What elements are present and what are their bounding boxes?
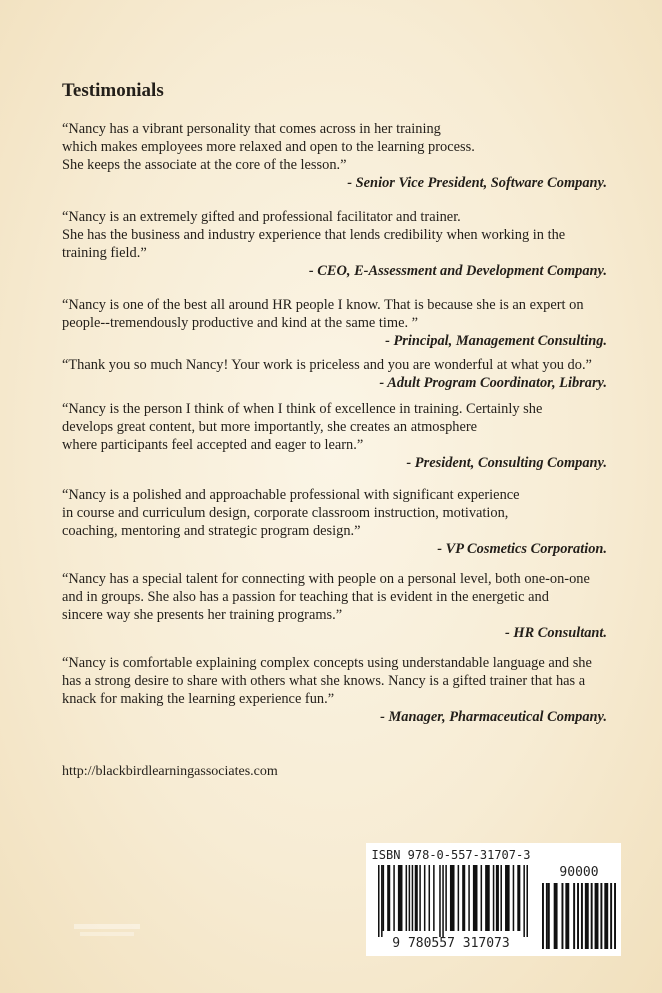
testimonial-author: - CEO, E-Assessment and Development Company. <box>308 263 607 279</box>
barcode-bar <box>429 865 431 931</box>
testimonial-quote-line: where participants feel accepted and eager to learn.” <box>62 437 364 453</box>
barcode-bar <box>573 883 575 949</box>
barcode-bar <box>445 865 447 931</box>
barcode-bar <box>505 865 510 931</box>
testimonial <box>62 654 607 726</box>
testimonial-quote-line: “Nancy has a vibrant personality that comes across in her training <box>62 121 441 137</box>
testimonial <box>62 570 607 642</box>
barcode-bar <box>439 865 441 937</box>
barcode-bar <box>581 883 583 949</box>
testimonial-author: - President, Consulting Company. <box>406 455 607 471</box>
testimonial-quote-line: people--tremendously productive and kind at the same time. ” <box>62 315 419 331</box>
testimonial-quote-line: and in groups. She also has a passion for teaching that is evident in the energetic and <box>62 589 549 605</box>
barcode-bar <box>406 865 408 931</box>
testimonial-author: - Principal, Management Consulting. <box>385 333 607 349</box>
testimonial-author: - Manager, Pharmaceutical Company. <box>380 709 607 725</box>
testimonial-author: - Adult Program Coordinator, Library. <box>379 375 607 391</box>
barcode-bar <box>468 865 470 931</box>
barcode-bar <box>383 865 385 931</box>
barcode-bar <box>412 865 414 931</box>
testimonial-quote-line: knack for making the learning experience fun.” <box>62 691 335 707</box>
testimonial-quote-line: coaching, mentoring and strategic program design.” <box>62 523 361 539</box>
isbn-barcode <box>366 843 621 956</box>
testimonial-quote-line: She keeps the associate at the core of the lesson.” <box>62 157 347 173</box>
testimonial-quote-line: She has the business and industry experience that lends credibility when working in the <box>62 227 566 243</box>
isbn-label: ISBN 978-0-557-31707-3 <box>371 848 531 862</box>
barcode-bar <box>577 883 579 949</box>
testimonial-author: - Senior Vice President, Software Company. <box>347 175 607 191</box>
barcode-bar <box>415 865 418 931</box>
barcode-bar <box>409 865 411 931</box>
barcode-bar <box>393 865 395 931</box>
testimonial-quote-line: “Nancy is an extremely gifted and professional facilitator and trainer. <box>62 209 461 225</box>
testimonial-quote-line: “Nancy is comfortable explaining complex concepts using understandable language and she <box>62 655 592 671</box>
testimonial-quote-line: “Nancy is one of the best all around HR people I know. That is because she is an expert on <box>62 297 584 313</box>
barcode-bar <box>517 865 520 931</box>
testimonial-author: - HR Consultant. <box>505 625 607 641</box>
publisher-watermark <box>72 922 142 941</box>
barcode-addon-bars <box>542 883 616 949</box>
testimonial <box>62 400 607 472</box>
testimonial-quote-line: “Nancy has a special talent for connecting with people on a personal level, both one-on-one <box>62 571 590 587</box>
testimonial-quote-line: which makes employees more relaxed and open to the learning process. <box>62 139 475 155</box>
barcode-bar <box>485 865 490 931</box>
barcode-bar <box>523 865 525 937</box>
barcode-bar <box>442 865 444 937</box>
testimonial-quote-line: “Nancy is the person I think of when I think of excellence in training. Certainly she <box>62 401 543 417</box>
barcode-bar <box>450 865 455 931</box>
barcode-bar <box>546 883 548 949</box>
barcode-main-bars <box>378 865 528 937</box>
barcode-bar <box>548 883 550 949</box>
testimonial <box>62 486 607 558</box>
barcode-digits: 9 780557 317073 <box>392 936 510 951</box>
barcode-bar <box>433 865 435 931</box>
barcode-bar <box>591 883 593 949</box>
barcode-addon-label: 90000 <box>559 865 599 880</box>
barcode-bar <box>387 865 390 931</box>
barcode-bar <box>424 865 426 931</box>
barcode-bar <box>610 883 612 949</box>
barcode-bar <box>554 883 558 949</box>
testimonial-quote-line: training field.” <box>62 245 147 261</box>
barcode-bar <box>381 865 383 937</box>
barcode-bar <box>561 883 563 949</box>
testimonial <box>62 296 607 350</box>
barcode-bar <box>500 865 502 931</box>
barcode-bar <box>419 865 421 931</box>
testimonial-quote-line: “Thank you so much Nancy! Your work is priceless and you are wonderful at what you do.” <box>62 357 592 373</box>
barcode-bar <box>542 883 544 949</box>
barcode-bar <box>565 883 569 949</box>
barcode-bar <box>496 865 499 931</box>
barcode-bar <box>614 883 616 949</box>
barcode-bar <box>458 865 460 931</box>
barcode-bar <box>378 865 380 937</box>
barcode-bar <box>398 865 403 931</box>
barcode-bar <box>595 883 599 949</box>
barcode-bar <box>513 865 515 931</box>
testimonial-quote-line: sincere way she presents her training programs.” <box>62 607 343 623</box>
testimonial-quote-line: has a strong desire to share with others what she knows. Nancy is a gifted trainer that has a <box>62 673 586 689</box>
barcode-bar <box>585 883 589 949</box>
testimonial-quote-line: in course and curriculum design, corporate classroom instruction, motivation, <box>62 505 509 521</box>
barcode-bar <box>604 883 608 949</box>
barcode-bar <box>462 865 465 931</box>
barcode-bar <box>600 883 602 949</box>
testimonial <box>62 208 607 280</box>
barcode-bar <box>481 865 483 931</box>
testimonial-quote-line: “Nancy is a polished and approachable professional with significant experience <box>62 487 520 503</box>
barcode-bar <box>493 865 495 931</box>
testimonial-quote-line: develops great content, but more importantly, she creates an atmosphere <box>62 419 478 435</box>
testimonial <box>62 356 607 392</box>
barcode-bar <box>526 865 528 937</box>
barcode-bar <box>473 865 478 931</box>
watermark-logo-icon <box>74 922 140 938</box>
testimonial-author: - VP Cosmetics Corporation. <box>437 541 607 557</box>
page-title: Testimonials <box>62 80 164 101</box>
website-link[interactable]: http://blackbirdlearningassociates.com <box>62 764 278 779</box>
testimonial <box>62 120 607 192</box>
